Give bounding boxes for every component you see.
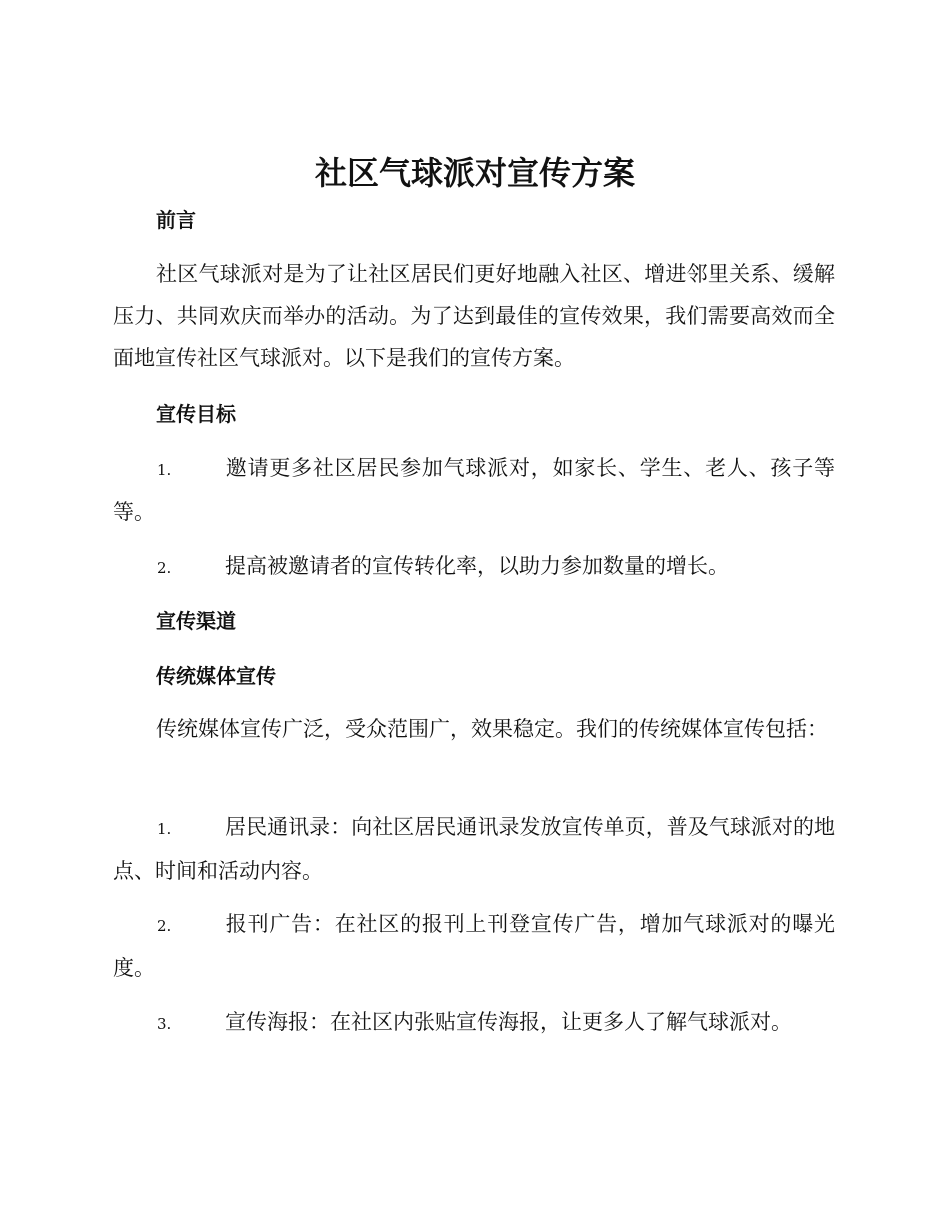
list-number: 2. <box>157 917 172 935</box>
section-heading-goals: 宣传目标 <box>156 402 236 426</box>
list-text: 提高被邀请者的宣传转化率，以助力参加数量的增长。 <box>225 554 729 578</box>
preface-paragraph: 社区气球派对是为了让社区居民们更好地融入社区、增进邻里关系、缓解压力、共同欢庆而举办的活动。为了达到最佳的宣传效果，我们需要高效而全面地宣传社区气球派对。以下是我们的宣传方案。 <box>113 262 835 370</box>
list-number: 1. <box>157 820 172 838</box>
list-text: 宣传海报：在社区内张贴宣传海报，让更多人了解气球派对。 <box>225 1010 792 1034</box>
list-text: 报刊广告：在社区的报刊上刊登宣传广告，增加气球派对的曝光度。 <box>113 912 835 980</box>
section-heading-preface: 前言 <box>156 208 196 232</box>
goal-item <box>113 545 835 589</box>
list-text: 居民通讯录：向社区居民通讯录发放宣传单页，普及气球派对的地点、时间和活动内容。 <box>113 815 835 883</box>
section-heading-traditional-media: 传统媒体宣传 <box>156 664 276 688</box>
list-text: 邀请更多社区居民参加气球派对，如家长、学生、老人、孩子等等。 <box>113 456 835 524</box>
media-list-item <box>113 903 835 989</box>
media-list-item <box>113 806 835 892</box>
section-heading-channels: 宣传渠道 <box>156 609 236 633</box>
list-number: 1. <box>157 461 172 479</box>
goal-item <box>113 447 835 533</box>
list-number: 2. <box>157 559 172 577</box>
document-title: 社区气球派对宣传方案 <box>314 154 635 192</box>
traditional-media-paragraph: 传统媒体宣传广泛，受众范围广，效果稳定。我们的传统媒体宣传包括： <box>156 717 828 741</box>
media-list-item <box>113 1001 835 1045</box>
list-number: 3. <box>157 1015 172 1033</box>
